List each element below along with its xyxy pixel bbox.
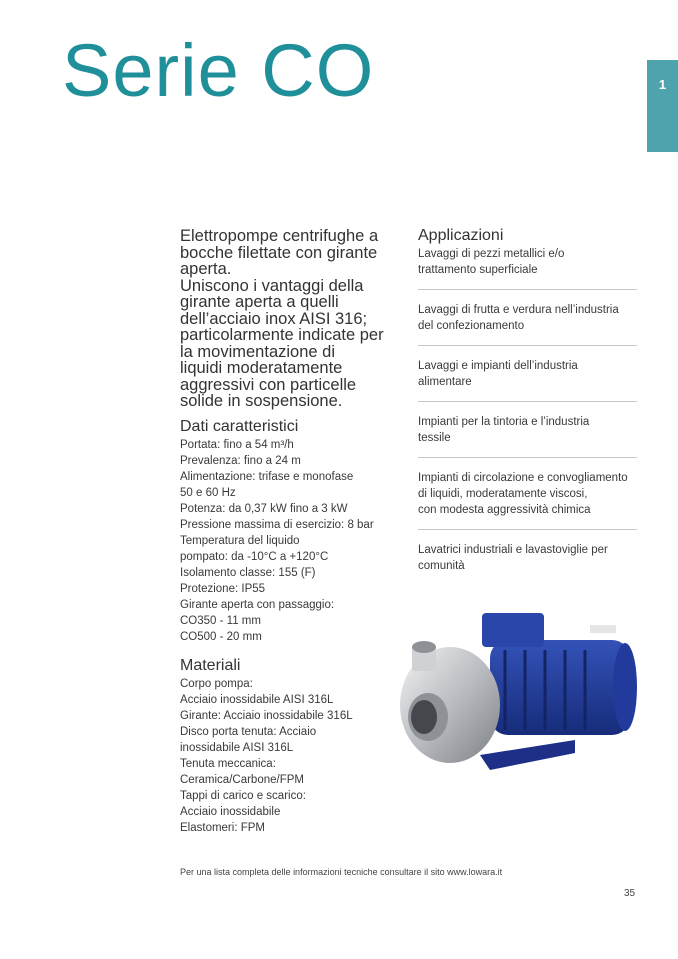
application-line: Impianti per la tintoria e l’industria [418, 416, 590, 428]
material-item: Ceramica/Carbone/FPM [180, 774, 304, 786]
intro-line: Elettropompe centrifughe a [180, 227, 379, 245]
application-item [418, 470, 637, 530]
spec-item: Potenza: da 0,37 kW fino a 3 kW [180, 503, 348, 515]
intro-line: aggressivi con particelle [180, 375, 357, 394]
applications-heading: Applicazioni [418, 227, 504, 244]
application-line: tessile [418, 432, 451, 444]
application-line: comunità [418, 560, 465, 572]
application-line: Impianti di circolazione e convogliamento [418, 472, 628, 484]
intro-line: girante aperta a quelli [180, 293, 339, 311]
chapter-tab [647, 60, 678, 152]
application-line: alimentare [418, 376, 472, 388]
application-line: Lavatrici industriali e lavastoviglie per [418, 544, 608, 556]
pump-body [400, 641, 500, 763]
spec-item: pompato: da -10°C a +120°C [180, 551, 329, 563]
spec-item: Prevalenza: fino a 24 m [180, 455, 301, 467]
intro-line: la movimentazione di [180, 342, 335, 361]
spec-item: 50 e 60 Hz [180, 487, 236, 499]
materials-heading: Materiali [180, 657, 241, 674]
pump-motor [482, 613, 637, 735]
material-item: Corpo pompa: [180, 678, 253, 690]
intro-line: dell’acciaio inox AISI 316; [180, 309, 368, 328]
application-line: Lavaggi di frutta e verdura nell’industria [418, 304, 619, 316]
spec-item: Alimentazione: trifase e monofase [180, 471, 354, 483]
application-item [418, 414, 637, 458]
chapter-number: 1 [658, 77, 667, 92]
application-line: del confezionamento [418, 320, 525, 332]
application-line: Lavaggi di pezzi metallici e/o [418, 248, 565, 260]
application-line: trattamento superficiale [418, 264, 538, 276]
material-item: Acciaio inossidabile AISI 316L [180, 694, 334, 706]
intro-line: particolarmente indicate per [180, 326, 384, 344]
application-line: di liquidi, moderatamente viscosi, [418, 488, 588, 500]
material-item: Girante: Acciaio inossidabile 316L [180, 710, 353, 722]
spec-item: Girante aperta con passaggio: [180, 599, 335, 611]
intro-line: aperta. [180, 260, 232, 278]
applications-list [418, 246, 637, 597]
material-item: Tenuta meccanica: [180, 758, 276, 770]
spec-item: CO500 - 20 mm [180, 631, 262, 643]
material-item: inossidabile AISI 316L [180, 742, 294, 754]
application-item [418, 302, 637, 346]
page-number: 35 [624, 888, 636, 899]
materials-list [180, 676, 353, 836]
spec-item: Isolamento classe: 155 (F) [180, 567, 316, 579]
specs-list [180, 437, 374, 645]
pump-base [480, 740, 575, 770]
intro-text [180, 228, 395, 410]
application-item [418, 542, 637, 585]
spec-item: CO350 - 11 mm [180, 615, 261, 627]
spec-item: Protezione: IP55 [180, 583, 266, 595]
intro-line: solide in sospensione. [180, 392, 343, 410]
spec-item: Temperatura del liquido [180, 535, 300, 547]
application-line: con modesta aggressività chimica [418, 504, 591, 516]
pump-photo [390, 605, 640, 795]
page-title: Serie CO [62, 29, 375, 112]
application-line: Lavaggi e impianti dell’industria [418, 360, 578, 372]
material-item: Acciaio inossidabile [180, 806, 281, 818]
intro-line: bocche filettate con girante [180, 243, 378, 262]
spec-item: Portata: fino a 54 m³/h [180, 439, 294, 451]
application-item [418, 246, 637, 290]
material-item: Elastomeri: FPM [180, 822, 265, 834]
intro-line: Uniscono i vantaggi della [180, 276, 364, 295]
specs-heading: Dati caratteristici [180, 418, 299, 435]
intro-line: liquidi moderatamente [180, 359, 343, 377]
material-item: Disco porta tenuta: Acciaio [180, 726, 317, 738]
application-item [418, 358, 637, 402]
material-item: Tappi di carico e scarico: [180, 790, 306, 802]
footer-note: Per una lista completa delle informazioni tecniche consultare il sito www.lowara.it [180, 867, 503, 877]
spec-item: Pressione massima di esercizio: 8 bar [180, 519, 374, 531]
